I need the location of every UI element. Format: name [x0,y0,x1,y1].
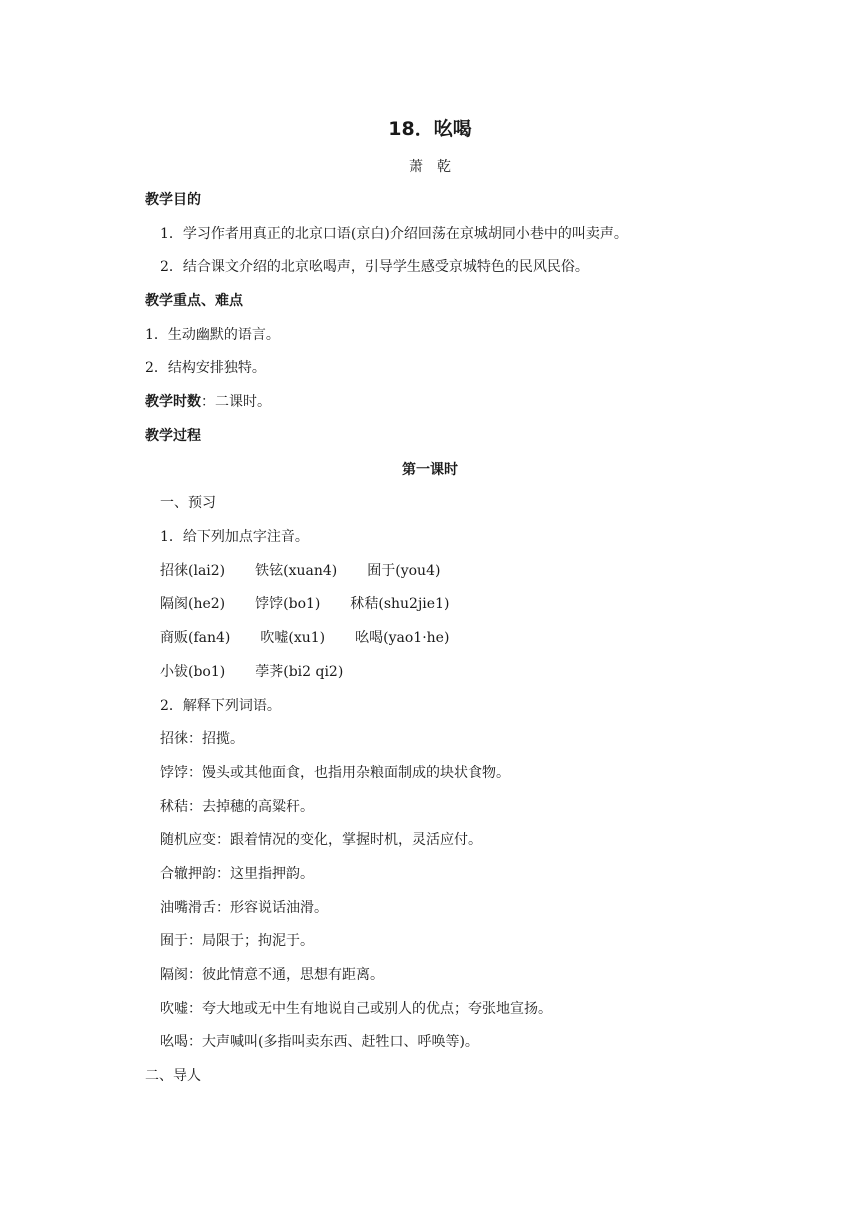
keypoint-1: 1．生动幽默的语言。 [145,327,280,343]
pinyin-item: 商贩(fan4) [160,630,231,646]
pinyin-item: 吆喝(yao1·he) [355,630,450,646]
process-heading: 教学过程 [145,428,201,444]
definition-item: 合辙押韵：这里指押韵。 [160,866,314,882]
objective-2: 2．结合课文介绍的北京吆喝声，引导学生感受京城特色的民风民俗。 [160,259,589,275]
objective-1: 1．学习作者用真正的北京口语(京白)介绍回荡在京城胡同小巷中的叫卖声。 [160,226,628,242]
pinyin-item: 囿于(you4) [367,563,441,579]
pinyin-row [160,594,449,614]
preview-heading: 一、预习 [160,495,216,511]
definition-item: 隔阂：彼此情意不通，思想有距离。 [160,967,384,983]
task-1: 1．给下列加点字注音。 [160,529,309,545]
pinyin-item: 招徕(lai2) [160,563,226,579]
definition-item: 随机应变：跟着情况的变化，掌握时机，灵活应付。 [160,832,482,848]
definition-item: 秫秸：去掉穗的高粱秆。 [160,799,314,815]
pinyin-row [160,561,440,581]
pinyin-item: 荸荠(bi2 qi2) [255,664,344,680]
pinyin-row [160,662,343,682]
hours-line [145,392,271,412]
definition-item: 囿于：局限于；拘泥于。 [160,933,314,949]
objectives-heading: 教学目的 [145,192,201,208]
page-title: 18．吆喝 [388,118,472,140]
definition-item: 饽饽：馒头或其他面食，也指用杂粮面制成的块状食物。 [160,765,510,781]
lesson-heading: 第一课时 [402,462,458,478]
hours-label: 教学时数 [145,394,201,410]
definition-item: 油嘴滑舌：形容说话油滑。 [160,900,328,916]
keypoint-2: 2．结构安排独特。 [145,360,266,376]
keypoints-heading: 教学重点、难点 [145,293,243,309]
pinyin-item: 饽饽(bo1) [255,596,321,612]
pinyin-item: 小钹(bo1) [160,664,226,680]
pinyin-item: 秫秸(shu2jie1) [350,596,450,612]
pinyin-item: 隔阂(he2) [160,596,226,612]
hours-value: ：二课时。 [201,394,271,410]
author-name: 萧乾 [409,159,465,175]
pinyin-item: 吹嘘(xu1) [260,630,326,646]
pinyin-item: 铁铉(xuan4) [255,563,338,579]
task-2: 2．解释下列词语。 [160,698,281,714]
definition-item: 吆喝：大声喊叫(多指叫卖东西、赶牲口、呼唤等)。 [160,1034,479,1050]
pinyin-row [160,628,449,648]
intro-heading: 二、导人 [145,1068,201,1084]
definition-item: 吹嘘：夸大地或无中生有地说自己或别人的优点；夸张地宣扬。 [160,1001,552,1017]
definition-item: 招徕：招揽。 [160,731,244,747]
